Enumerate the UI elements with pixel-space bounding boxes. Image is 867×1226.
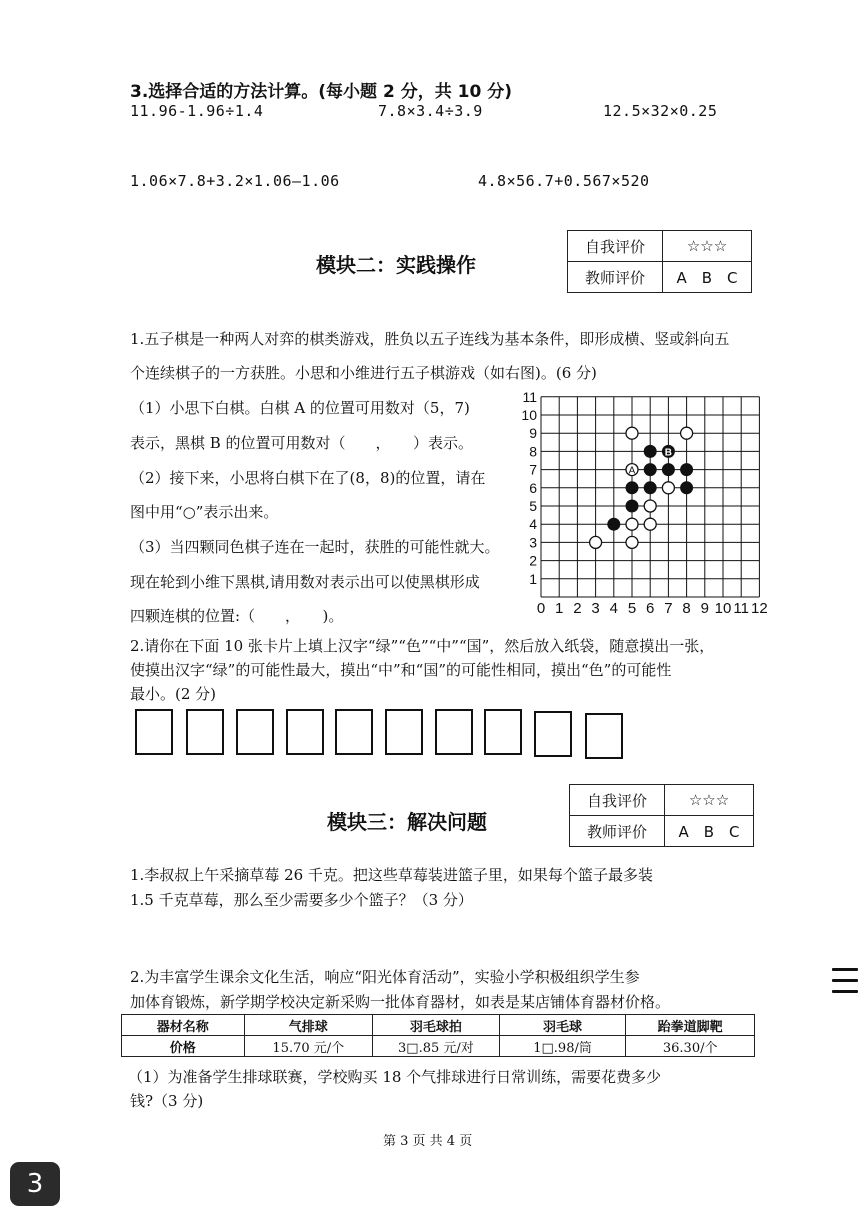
m2-q1-part2b: 图中用“○”表示出来。 — [130, 503, 279, 521]
price-cell: 36.30/个 — [626, 1036, 755, 1057]
y-tick-label: 7 — [529, 461, 537, 478]
black-stone — [626, 500, 638, 512]
x-tick-label: 12 — [751, 600, 768, 617]
header-cell: 器材名称 — [122, 1015, 245, 1036]
m3-q1-line1: 1.李叔叔上午采摘草莓 26 千克。把这些草莓装进篮子里，如果每个篮子最多装 — [130, 866, 653, 884]
black-stone — [608, 518, 620, 530]
problem-4: 1.06×7.8+3.2×1.06—1.06 — [130, 172, 340, 190]
m2-q1-part1a: （1）小思下白棋。白棋 A 的位置可用数对（5，7) — [130, 399, 470, 417]
price-cell: 3□.85 元/对 — [373, 1036, 500, 1057]
module3-eval-table — [569, 784, 754, 847]
white-stone — [662, 482, 674, 494]
blank-card-1[interactable] — [135, 709, 173, 755]
m3-q1-line2: 1.5 千克草莓，那么至少需要多少个篮子？（3 分） — [130, 891, 473, 909]
hamburger-menu-icon[interactable] — [832, 968, 858, 1001]
white-stone — [681, 427, 693, 439]
x-tick-label: 10 — [714, 600, 732, 617]
y-tick-label: 4 — [529, 516, 537, 533]
black-stone — [644, 482, 656, 494]
white-stone — [644, 500, 656, 512]
self-eval-label: 自我评价 — [570, 785, 665, 816]
black-stone — [681, 482, 693, 494]
m2-q2-line3: 最小。(2 分) — [130, 685, 217, 703]
blank-card-9[interactable] — [534, 711, 572, 757]
teacher-eval-label: 教师评价 — [570, 816, 665, 847]
blank-card-2[interactable] — [186, 709, 224, 755]
price-cell: 15.70 元/个 — [244, 1036, 373, 1057]
x-tick-label: 3 — [591, 600, 600, 617]
y-tick-label: 8 — [529, 443, 537, 460]
x-tick-label: 2 — [573, 600, 582, 617]
header-cell: 羽毛球拍 — [373, 1015, 500, 1036]
stone-label-b: B — [664, 447, 673, 459]
gomoku-board — [505, 385, 775, 625]
x-tick-label: 7 — [664, 600, 673, 617]
page-number-badge[interactable]: 3 — [10, 1162, 60, 1206]
m2-q1-line2: 个连续棋子的一方获胜。小思和小维进行五子棋游戏（如右图)。(6 分) — [130, 364, 597, 382]
y-tick-label: 5 — [529, 498, 537, 514]
y-tick-label: 6 — [529, 479, 537, 496]
m3-q2-line1: 2.为丰富学生课余文化生活，响应“阳光体育活动”，实验小学积极组织学生参 — [130, 968, 640, 986]
y-tick-label: 1 — [529, 570, 537, 587]
m2-q1-part1b: 表示，黑棋 B 的位置可用数对（ ， ）表示。 — [130, 434, 474, 452]
white-stone — [644, 518, 656, 530]
module3-title: 模块三：解决问题 — [327, 810, 487, 834]
blank-card-5[interactable] — [335, 709, 373, 755]
m2-q1-part3a: （3）当四颗同色棋子连在一起时，获胜的可能性就大。 — [130, 538, 500, 556]
problem-5: 4.8×56.7+0.567×520 — [478, 172, 650, 190]
x-tick-label: 4 — [609, 600, 618, 617]
y-tick-label: 11 — [522, 388, 537, 405]
white-stone — [626, 518, 638, 530]
black-stone — [626, 482, 638, 494]
page-footer: 第 3 页 共 4 页 — [383, 1134, 473, 1149]
m3-q2-line2: 加体育锻炼，新学期学校决定新采购一批体育器材，如表是某店铺体育器材价格。 — [130, 993, 671, 1011]
white-stone — [626, 536, 638, 548]
blank-card-7[interactable] — [435, 709, 473, 755]
x-tick-label: 6 — [646, 600, 655, 617]
white-stone — [590, 536, 602, 548]
problem-3: 12.5×32×0.25 — [603, 102, 718, 120]
y-tick-label: 10 — [521, 407, 537, 423]
m2-q2-line2: 使摸出汉字“绿”的可能性最大，摸出“中”和“国”的可能性相同，摸出“色”的可能性 — [130, 661, 672, 679]
problem-2: 7.8×3.4÷3.9 — [378, 102, 483, 120]
x-tick-label: 0 — [536, 600, 546, 617]
blank-card-8[interactable] — [484, 709, 522, 755]
module2-eval-table — [567, 230, 752, 293]
m2-q1-line1: 1.五子棋是一种两人对弈的棋类游戏，胜负以五子连线为基本条件，即形成横、竖或斜向五 — [130, 330, 730, 348]
blank-card-3[interactable] — [236, 709, 274, 755]
self-eval-label: 自我评价 — [568, 231, 663, 262]
x-tick-label: 9 — [700, 600, 709, 617]
problem-1: 11.96-1.96÷1.4 — [130, 102, 264, 120]
x-tick-label: 11 — [733, 600, 749, 617]
self-eval-stars: ☆☆☆ — [663, 231, 752, 262]
module2-title: 模块二：实践操作 — [316, 253, 476, 277]
x-tick-label: 8 — [682, 600, 691, 617]
m2-q1-part3b: 现在轮到小维下黑棋,请用数对表示出可以使黑棋形成 — [130, 573, 480, 591]
price-row-label: 价格 — [122, 1036, 245, 1057]
blank-card-6[interactable] — [385, 709, 423, 755]
m2-q1-part2a: （2）接下来，小思将白棋下在了(8，8)的位置，请在 — [130, 469, 486, 487]
black-stone — [644, 464, 656, 476]
black-stone — [644, 445, 656, 457]
self-eval-stars: ☆☆☆ — [665, 785, 754, 816]
x-tick-label: 5 — [627, 600, 637, 617]
black-stone — [662, 464, 674, 476]
price-cell: 1□.98/筒 — [499, 1036, 626, 1057]
y-tick-label: 2 — [529, 552, 537, 569]
table-row — [122, 1036, 755, 1057]
black-stone — [681, 464, 693, 476]
table-header-row — [122, 1015, 755, 1036]
header-cell: 气排球 — [244, 1015, 373, 1036]
section3-heading: 3.选择合适的方法计算。(每小题 2 分，共 10 分) — [130, 82, 512, 102]
blank-card-4[interactable] — [286, 709, 324, 755]
y-tick-label: 3 — [529, 534, 537, 551]
y-tick-label: 9 — [529, 425, 537, 442]
blank-card-10[interactable] — [585, 713, 623, 759]
white-stone — [626, 427, 638, 439]
stone-label-a: A — [628, 465, 636, 477]
m3-q2-sub1-line1: （1）为准备学生排球联赛，学校购买 18 个气排球进行日常训练，需要花费多少 — [128, 1068, 662, 1086]
teacher-eval-grades: A B C — [663, 262, 752, 293]
x-tick-label: 1 — [555, 600, 564, 617]
header-cell: 跆拳道脚靶 — [626, 1015, 755, 1036]
m2-q2-line1: 2.请你在下面 10 张卡片上填上汉字“绿”“色”“中”“国”，然后放入纸袋，随意摸出一张， — [130, 637, 715, 655]
teacher-eval-grades: A B C — [665, 816, 754, 847]
m3-q2-sub1-line2: 钱?（3 分) — [130, 1092, 204, 1110]
equipment-price-table — [121, 1014, 755, 1057]
header-cell: 羽毛球 — [499, 1015, 626, 1036]
m2-q1-part3c: 四颗连棋的位置:（ ， )。 — [130, 607, 344, 625]
teacher-eval-label: 教师评价 — [568, 262, 663, 293]
